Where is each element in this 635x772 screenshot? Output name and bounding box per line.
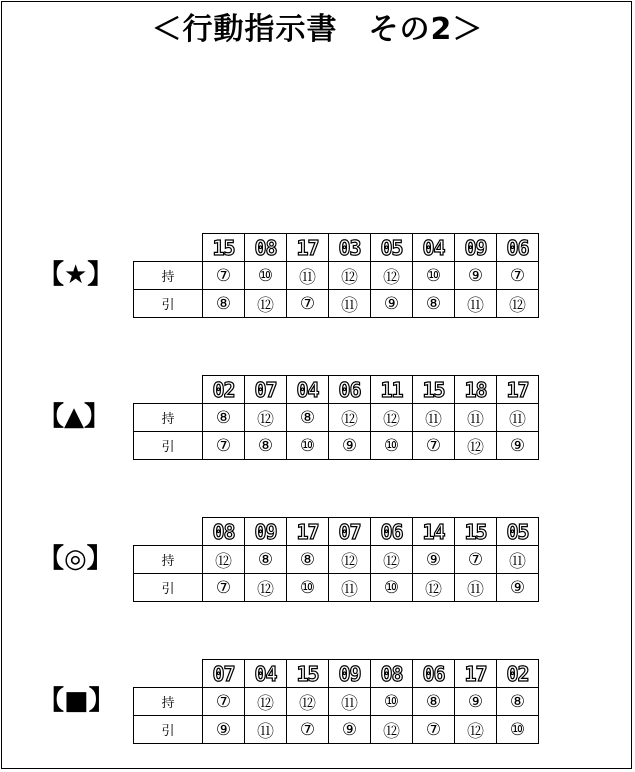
table-corner: [134, 376, 203, 404]
column-number: 06: [497, 234, 539, 262]
column-number: 05: [497, 518, 539, 546]
table-cell: ⑫: [245, 688, 287, 716]
table-cell: ⑦: [203, 262, 245, 290]
table-cell: ⑨: [413, 546, 455, 574]
table-cell: ⑨: [497, 574, 539, 602]
column-number: 03: [329, 234, 371, 262]
table-cell: ⑫: [245, 290, 287, 318]
table-cell: ⑧: [245, 432, 287, 460]
table-cell: ⑧: [203, 404, 245, 432]
table-cell: ⑪: [497, 546, 539, 574]
table-row: [134, 574, 539, 602]
table-cell: ⑧: [497, 688, 539, 716]
table-cell: ⑪: [455, 404, 497, 432]
table-cell: ⑩: [413, 262, 455, 290]
instruction-section: [0, 659, 635, 749]
table-row: [134, 688, 539, 716]
table-cell: ⑨: [497, 432, 539, 460]
table-cell: ⑦: [203, 574, 245, 602]
page-title: ＜行動指示書 その2＞: [151, 12, 484, 47]
header-row: [134, 660, 539, 688]
table-row: [134, 290, 539, 318]
column-number: 15: [413, 376, 455, 404]
table-cell: ⑫: [329, 546, 371, 574]
table-cell: ⑫: [371, 546, 413, 574]
table-cell: ⑨: [455, 262, 497, 290]
column-number: 09: [329, 660, 371, 688]
table-cell: ⑦: [413, 716, 455, 744]
column-number: 04: [245, 660, 287, 688]
table-cell: ⑦: [287, 290, 329, 318]
table-cell: ⑪: [329, 574, 371, 602]
instruction-table: [133, 659, 539, 744]
instruction-section: [0, 517, 635, 607]
column-number: 08: [371, 660, 413, 688]
column-number: 02: [497, 660, 539, 688]
column-number: 15: [455, 518, 497, 546]
row-label: 引: [134, 574, 203, 602]
column-number: 17: [497, 376, 539, 404]
column-number: 08: [203, 518, 245, 546]
header-row: [134, 518, 539, 546]
table-cell: ⑦: [497, 262, 539, 290]
table-cell: ⑨: [203, 716, 245, 744]
table-row: [134, 262, 539, 290]
section-symbol-label: 【◎】: [38, 544, 113, 574]
table-cell: ⑦: [413, 432, 455, 460]
column-number: 06: [413, 660, 455, 688]
column-number: 04: [413, 234, 455, 262]
table-cell: ⑫: [455, 716, 497, 744]
table-cell: ⑪: [497, 404, 539, 432]
table-cell: ⑩: [287, 432, 329, 460]
table-cell: ⑩: [371, 574, 413, 602]
column-number: 15: [203, 234, 245, 262]
column-number: 09: [455, 234, 497, 262]
table-corner: [134, 234, 203, 262]
table-cell: ⑧: [413, 290, 455, 318]
table-cell: ⑫: [245, 574, 287, 602]
table-cell: ⑫: [497, 290, 539, 318]
table-cell: ⑦: [203, 688, 245, 716]
row-label: 引: [134, 716, 203, 744]
table-cell: ⑫: [203, 546, 245, 574]
column-number: 11: [371, 376, 413, 404]
column-number: 06: [329, 376, 371, 404]
table-cell: ⑩: [287, 574, 329, 602]
column-number: 07: [203, 660, 245, 688]
instruction-table: [133, 375, 539, 460]
table-cell: ⑩: [497, 716, 539, 744]
table-cell: ⑫: [371, 716, 413, 744]
header-row: [134, 376, 539, 404]
table-cell: ⑫: [287, 688, 329, 716]
table-cell: ⑪: [455, 574, 497, 602]
table-cell: ⑦: [287, 716, 329, 744]
table-row: [134, 404, 539, 432]
row-label: 持: [134, 546, 203, 574]
table-cell: ⑧: [287, 404, 329, 432]
column-number: 18: [455, 376, 497, 404]
table-cell: ⑪: [413, 404, 455, 432]
table-row: [134, 432, 539, 460]
column-number: 05: [371, 234, 413, 262]
table-cell: ⑨: [455, 688, 497, 716]
table-cell: ⑪: [329, 290, 371, 318]
table-row: [134, 546, 539, 574]
table-cell: ⑫: [371, 262, 413, 290]
section-symbol-label: 【■】: [38, 686, 115, 716]
table-cell: ⑧: [203, 290, 245, 318]
column-number: 07: [245, 376, 287, 404]
instruction-table: [133, 517, 539, 602]
table-corner: [134, 660, 203, 688]
table-cell: ⑫: [329, 262, 371, 290]
row-label: 引: [134, 290, 203, 318]
column-number: 06: [371, 518, 413, 546]
table-cell: ⑧: [245, 546, 287, 574]
table-cell: ⑫: [455, 432, 497, 460]
table-cell: ⑫: [245, 404, 287, 432]
header-row: [134, 234, 539, 262]
table-cell: ⑦: [203, 432, 245, 460]
column-number: 02: [203, 376, 245, 404]
instruction-table: [133, 233, 539, 318]
row-label: 引: [134, 432, 203, 460]
column-number: 17: [287, 518, 329, 546]
table-cell: ⑧: [287, 546, 329, 574]
instruction-section: [0, 233, 635, 323]
table-cell: ⑧: [413, 688, 455, 716]
table-corner: [134, 518, 203, 546]
column-number: 17: [455, 660, 497, 688]
table-cell: ⑩: [371, 688, 413, 716]
row-label: 持: [134, 262, 203, 290]
table-cell: ⑪: [329, 688, 371, 716]
table-cell: ⑫: [371, 404, 413, 432]
table-cell: ⑩: [245, 262, 287, 290]
column-number: 17: [287, 234, 329, 262]
column-number: 04: [287, 376, 329, 404]
column-number: 08: [245, 234, 287, 262]
table-cell: ⑫: [329, 404, 371, 432]
table-cell: ⑨: [371, 290, 413, 318]
row-label: 持: [134, 404, 203, 432]
table-cell: ⑨: [329, 716, 371, 744]
section-symbol-label: 【▲】: [38, 402, 110, 432]
column-number: 14: [413, 518, 455, 546]
table-cell: ⑪: [455, 290, 497, 318]
table-cell: ⑪: [287, 262, 329, 290]
column-number: 15: [287, 660, 329, 688]
table-cell: ⑦: [455, 546, 497, 574]
section-symbol-label: 【★】: [38, 260, 114, 290]
column-number: 07: [329, 518, 371, 546]
instruction-section: [0, 375, 635, 465]
row-label: 持: [134, 688, 203, 716]
table-cell: ⑩: [371, 432, 413, 460]
table-row: [134, 716, 539, 744]
table-cell: ⑪: [245, 716, 287, 744]
column-number: 09: [245, 518, 287, 546]
table-cell: ⑨: [329, 432, 371, 460]
table-cell: ⑫: [413, 574, 455, 602]
